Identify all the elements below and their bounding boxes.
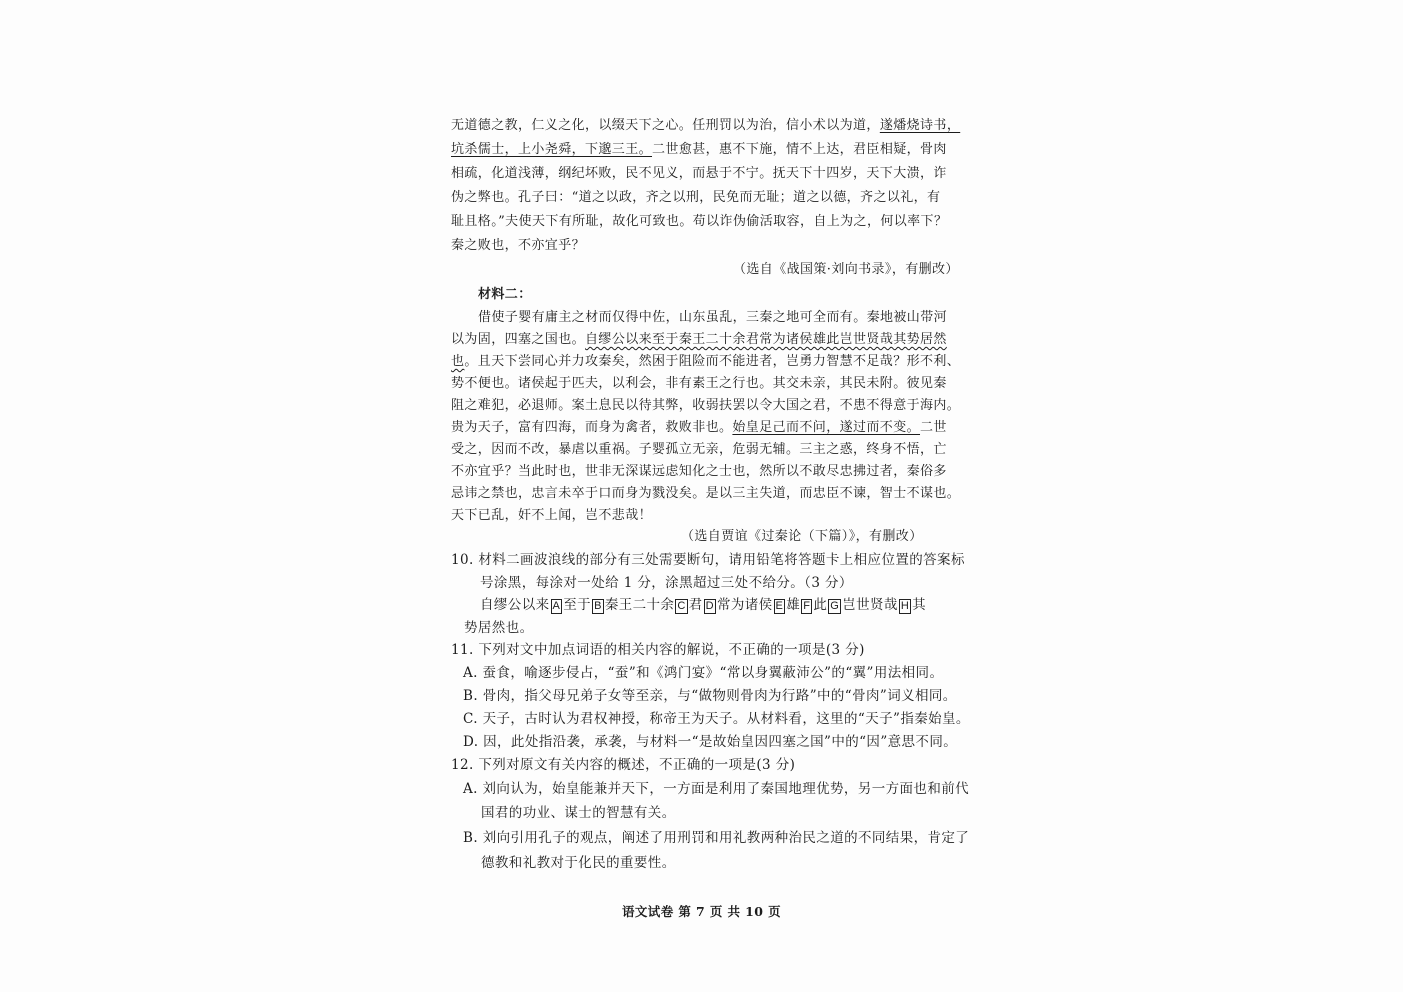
text-span: 贵为天子，富有四海，而身为禽者，救败非也。	[451, 420, 733, 435]
material2-line6	[451, 420, 947, 436]
q10-stem-line1: 10. 材料二画波浪线的部分有三处需要断句，请用铅笔将答题卡上相应位置的答案标	[451, 552, 965, 568]
q10-seg: 秦王二十余	[604, 597, 675, 613]
q10-seg: 雄	[786, 597, 801, 613]
material2-line1: 借使子婴有庸主之材而仅得中佐，山东虽乱，三秦之地可全而有。秦地被山带河	[478, 310, 948, 325]
material1-line4: 伪之弊也。孔子曰：“道之以政，齐之以刑，民免而无耻；道之以德，齐之以礼，有	[451, 190, 941, 205]
page-footer: 语文试卷 第 7 页 共 10 页	[622, 904, 782, 919]
q10-seg: 至于	[563, 597, 592, 613]
material1-line3: 相疏，化道浅薄，纲纪坏败，民不见义，而悬于不宁。抚天下十四岁，天下大溃，诈	[451, 166, 947, 181]
q10-seg: 自缪公以来	[480, 597, 550, 613]
material2-line9: 忌讳之禁也，忠言未卒于口而身为戮没矣。是以三主失道，而忠臣不谏，智士不谋也。	[451, 486, 961, 501]
material2-line7: 受之，因而不改，暴虐以重祸。子婴孤立无亲，危弱无辅。三主之惑，终身不悟，亡	[451, 442, 947, 457]
underlined-span: 始皇足己而不问，遂过而不变。	[732, 420, 921, 435]
material1-line2	[451, 142, 947, 158]
q12-option-a-line1: A. 刘向认为，始皇能兼并天下，一方面是利用了秦国地理优势，另一方面也和前代	[463, 781, 970, 797]
wavy-underlined-span: 自缪公以来至于秦王二十余君常为诸侯雄此岂世贤哉其势居然	[585, 332, 947, 347]
material1-line6: 秦之败也，不亦宜乎？	[451, 238, 586, 253]
q10-option-box-h[interactable]: H	[900, 600, 910, 612]
q10-seg: 其	[912, 597, 927, 613]
wavy-underlined-span: 也	[451, 354, 465, 369]
q10-seg: 岂世贤哉	[842, 597, 898, 613]
q11-option-b: B. 骨肉，指父母兄弟子女等至亲，与“做物则骨肉为行路”中的“骨肉”词义相同。	[463, 688, 957, 704]
material2-line8: 不亦宜乎？当此时也，世非无深谋远虑知化之士也，然所以不敢尽忠拂过者，秦俗多	[451, 464, 947, 479]
material2-line10: 天下已乱，奸不上闻，岂不悲哉！	[451, 508, 653, 523]
q10-option-box-b[interactable]: B	[594, 600, 602, 612]
q10-seg: 此	[813, 597, 828, 613]
underlined-span: 坑杀儒士，上小尧舜，下邈三王。	[451, 142, 653, 157]
material2-source: （选自贾谊《过秦论（下篇）》，有删改）	[681, 529, 923, 544]
q11-stem: 11. 下列对文中加点词语的相关内容的解说，不正确的一项是(3 分)	[451, 642, 865, 658]
text-span: 二世愈甚，惠不下施，情不上达，君臣相疑，骨肉	[652, 142, 947, 157]
text-span: 以为固，四塞之国也。	[451, 332, 586, 347]
text-span: 二世	[920, 420, 947, 435]
q10-option-box-c[interactable]: C	[677, 600, 686, 612]
text-span: 。且天下尝同心并力攻秦矣，然困于阻险而不能进者，岂勇力智慧不足哉？形不利、	[464, 354, 961, 369]
material2-line3	[451, 354, 960, 370]
q10-option-box-f[interactable]: F	[803, 600, 811, 612]
q10-stem-line2: 号涂黑，每涂对一处给 1 分，涂黑超过三处不给分。（3 分）	[480, 575, 853, 591]
q10-option-box-d[interactable]: D	[705, 600, 714, 612]
material2-line2	[451, 332, 947, 348]
q11-option-c: C. 天子，古时认为君权神授，称帝王为天子。从材料看，这里的“天子”指秦始皇。	[463, 711, 970, 727]
q12-option-b-line2: 德教和礼教对于化民的重要性。	[481, 855, 676, 871]
q10-seg: 君	[688, 597, 703, 613]
material2-line4: 势不便也。诸侯起于匹夫，以利会，非有素王之行也。其交未亲，其民未附。彼见秦	[451, 376, 947, 391]
q12-option-a-line2: 国君的功业、谋士的智慧有关。	[481, 805, 676, 821]
q12-stem: 12. 下列对原文有关内容的概述，不正确的一项是(3 分)	[451, 757, 796, 773]
q10-seg: 常为诸侯	[716, 597, 773, 613]
q11-option-d: D. 因，此处指沿袭，承袭，与材料一“是故始皇因四塞之国”中的“因”意思不同。	[463, 734, 958, 750]
material1-source: （选自《战国策·刘向书录》，有删改）	[733, 262, 959, 277]
q10-option-box-a[interactable]: A	[552, 600, 561, 612]
material1-line5: 耻且格。”夫使天下有所耻，故化可致也。苟以诈伪偷活取容，自上为之，何以率下？	[451, 214, 948, 229]
material1-line1	[451, 118, 960, 134]
material2-line5: 阻之难犯，必退师。案土息民以待其弊，收弱扶罢以令大国之君，不患不得意于海内。	[451, 398, 961, 413]
q10-option-box-e[interactable]: E	[775, 600, 784, 612]
q10-option-box-g[interactable]: G	[830, 600, 840, 612]
q10-answer-line	[480, 597, 926, 614]
q12-option-b-line1: B. 刘向引用孔子的观点，阐述了用刑罚和用礼教两种治民之道的不同结果，肯定了	[463, 830, 970, 846]
underlined-span: 遂燔烧诗书，	[879, 118, 961, 133]
q10-answer-line2: 势居然也。	[464, 620, 534, 636]
material2-heading: 材料二：	[478, 287, 532, 302]
q11-option-a: A. 蚕食，喻逐步侵占，“蚕”和《鸿门宴》“常以身翼蔽沛公”的“翼”用法相同。	[463, 665, 944, 681]
text-span: 无道德之教，仁义之化，以缀天下之心。任刑罚以为治，信小术以为道，	[451, 118, 880, 133]
